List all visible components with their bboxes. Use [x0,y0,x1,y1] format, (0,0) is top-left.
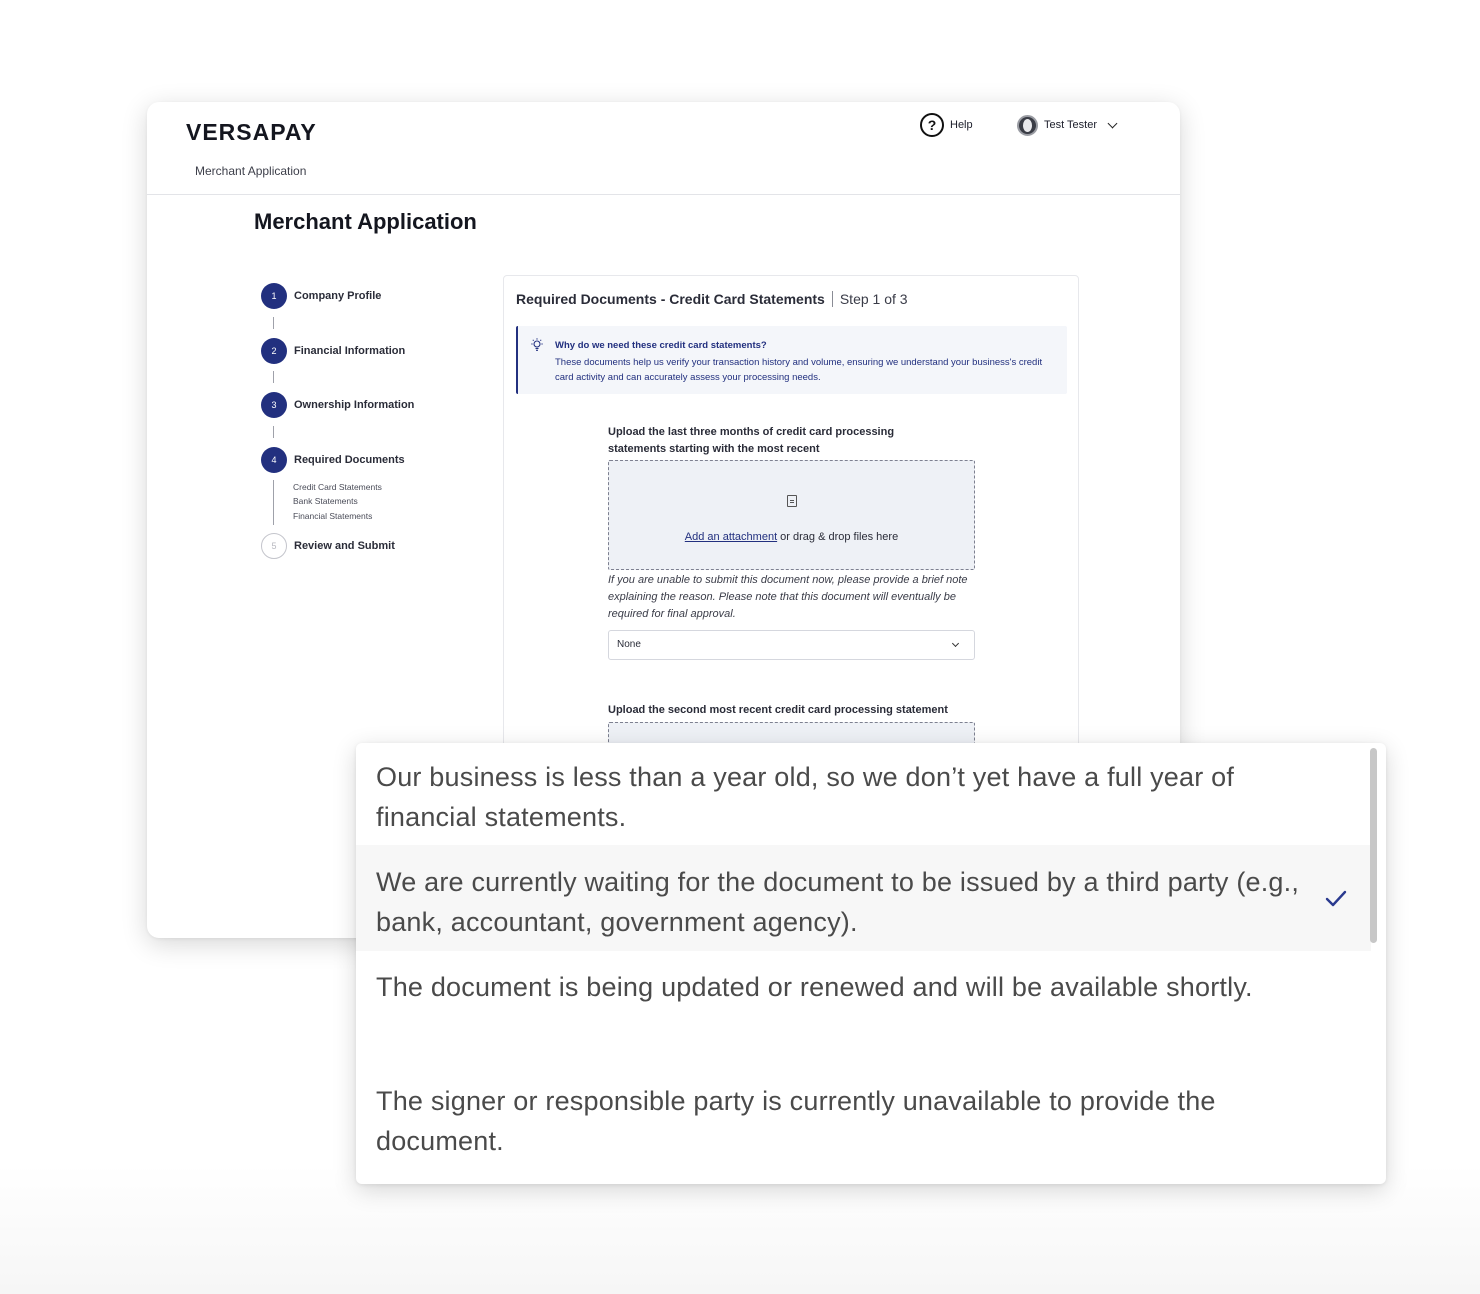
step-indicator: Step 1 of 3 [839,291,908,307]
step-number: 3 [261,392,287,418]
step-number: 1 [261,283,287,309]
file-dropzone-1[interactable] [608,460,975,570]
dropdown-option[interactable] [356,967,1371,1059]
substep-bank-statements[interactable]: Bank Statements [293,496,358,506]
step-label: Ownership Information [294,399,415,411]
step-financial-information[interactable] [261,338,405,364]
top-bar [147,102,1180,195]
file-icon [787,495,797,507]
substep-financial-statements[interactable]: Financial Statements [293,511,373,521]
dropdown-option[interactable] [356,1081,1371,1173]
dropzone-text [609,531,974,543]
step-label: Required Documents [294,454,405,466]
step-number: 5 [261,533,287,559]
chevron-down-icon [1108,119,1118,129]
help-icon: ? [920,113,944,137]
step-label: Company Profile [294,290,382,302]
chevron-down-icon [952,640,959,647]
help-label: Help [950,119,973,131]
option-text: We are currently waiting for the document to be issued by a third party (e.g., bank, accountant, government agency). [376,867,1300,937]
step-connector [273,317,274,329]
scrollbar[interactable] [1370,748,1377,943]
select-value: None [617,639,641,650]
step-connector [273,426,274,438]
note-text: If you are unable to submit this document now, please provide a brief note explaining the reason. Please note that this document will eventually be required for final approval. [608,574,968,620]
dropdown-option-selected[interactable] [356,845,1371,951]
dropdown-option[interactable] [356,757,1371,849]
step-number: 2 [261,338,287,364]
substep-credit-card-statements[interactable]: Credit Card Statements [293,482,382,492]
help-button[interactable] [920,112,973,138]
card-title [516,291,908,307]
step-connector [273,480,274,525]
upload-label-1: Upload the last three months of credit card processing statements starting with the most recent [608,426,895,455]
user-name: Test Tester [1044,119,1097,131]
avatar [1017,115,1038,136]
divider [832,291,833,307]
page-title: Merchant Application [254,209,477,234]
option-text: The document is being updated or renewed and will be available shortly. [376,972,1253,1002]
step-number: 4 [261,447,287,473]
user-menu[interactable] [1017,114,1116,136]
drop-instruction: or drag & drop files here [777,531,899,543]
option-text: The signer or responsible party is currently unavailable to provide the document. [376,1086,1216,1156]
reason-dropdown-list [356,743,1386,1184]
reason-select[interactable] [608,630,975,660]
info-callout [516,326,1067,394]
step-label: Financial Information [294,345,406,357]
info-title: Why do we need these credit card statements? [555,340,767,351]
upload-label-2: Upload the second most recent credit card processing statement [608,704,948,716]
section-title: Required Documents - Credit Card Statements [516,291,825,307]
versapay-logo[interactable]: VERSAPAY [186,119,317,145]
step-ownership-information[interactable] [261,392,414,418]
lightbulb-icon [530,338,544,352]
step-required-documents[interactable] [261,447,405,473]
info-body: These documents help us verify your transaction history and volume, ensuring we understand your business's credit card activity and can accurately assess your processing needs. [555,357,1043,383]
breadcrumb[interactable]: Merchant Application [195,164,307,178]
step-review-and-submit[interactable] [261,533,395,559]
check-icon [1324,887,1348,911]
step-company-profile[interactable] [261,283,381,309]
step-connector [273,371,274,383]
add-attachment-link[interactable]: Add an attachment [684,531,778,543]
option-text: Our business is less than a year old, so we don’t yet have a full year of financial statements. [376,762,1235,832]
step-label: Review and Submit [294,540,395,552]
